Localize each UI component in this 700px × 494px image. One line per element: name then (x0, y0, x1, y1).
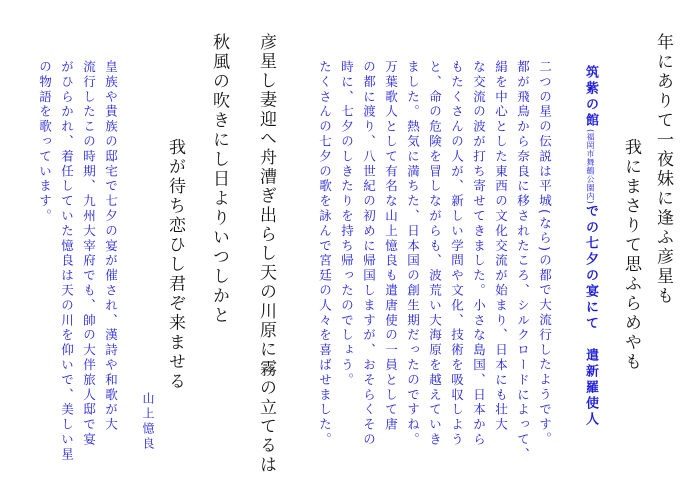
story1-line-6: と、命の危険を冒しながらも、波荒い大海原を越えていき (427, 60, 443, 448)
story1-line-3: 絹を中心とした東西の文化交流が始まり、日本にも壮大 (493, 60, 509, 433)
story1-line-8: 万葉歌人として有名な山上憶良も遣唐使の一員として唐 (383, 60, 399, 433)
story2-line-1: 皇族や貴族の邸宅で七夕の宴が催され、漢詩や和歌が大 (103, 60, 119, 433)
story1-line-5: もたくさんの人が、新しい学問や文化、技術を吸収しよう (449, 60, 465, 448)
heading-location: (福岡市舞鶴公園内) (586, 129, 595, 205)
story1-line-10: 時に、七夕のしきたりを持ち帰ったのでしょう。 (339, 60, 355, 388)
story1-line-2: 都が飛鳥から奈良に移されたころ、シルクロードによって、 (515, 60, 531, 463)
story1-line-4: な交流の波が打ち寄せてきました。小さな島国、日本から (471, 60, 487, 448)
story2-line-4: の物語を歌っています。 (37, 60, 53, 224)
poem2-line2: 秋風の吹きにし日よりいつしかと (209, 33, 229, 326)
poem1-heading (584, 65, 597, 428)
heading-prefix: 筑紫の館 (583, 65, 598, 129)
story2-line-3: がひらかれ、着任していた憶良は天の川を仰いで、美しい星 (59, 60, 75, 463)
story1-line-11: たくさんの七夕の歌を詠んで宮廷の人々を喜ばせました。 (317, 60, 333, 448)
poem2-author: 山上憶良 (141, 392, 155, 452)
story1-line-1: 二つの星の伝説は平城(なら)の都で大流行したようです。 (537, 60, 553, 448)
poem2-line3: 我が待ち恋ひし君ぞ来ませる (165, 138, 185, 392)
poem1-line1: 年にありて一夜妹に逢ふ彦星も (653, 33, 673, 306)
heading-suffix: での七夕の宴にて 遣新羅使人 (583, 204, 598, 429)
poem1-line2: 我にまさりて思ふらめやも (621, 138, 641, 372)
poem2-line1: 彦星し妻迎へ舟漕ぎ出らし天の川原に霧の立てるは (256, 33, 276, 475)
story2-line-2: 流行したこの時期、九州大宰府でも、帥の大伴旅人邸で宴 (81, 60, 97, 448)
story1-line-9: の都に渡り、八世紀の初めに帰国しますが、おそらくその (361, 60, 377, 448)
story1-line-7: ました。熱気に満ちた、日本国の創生期だったのですね。 (405, 60, 421, 448)
